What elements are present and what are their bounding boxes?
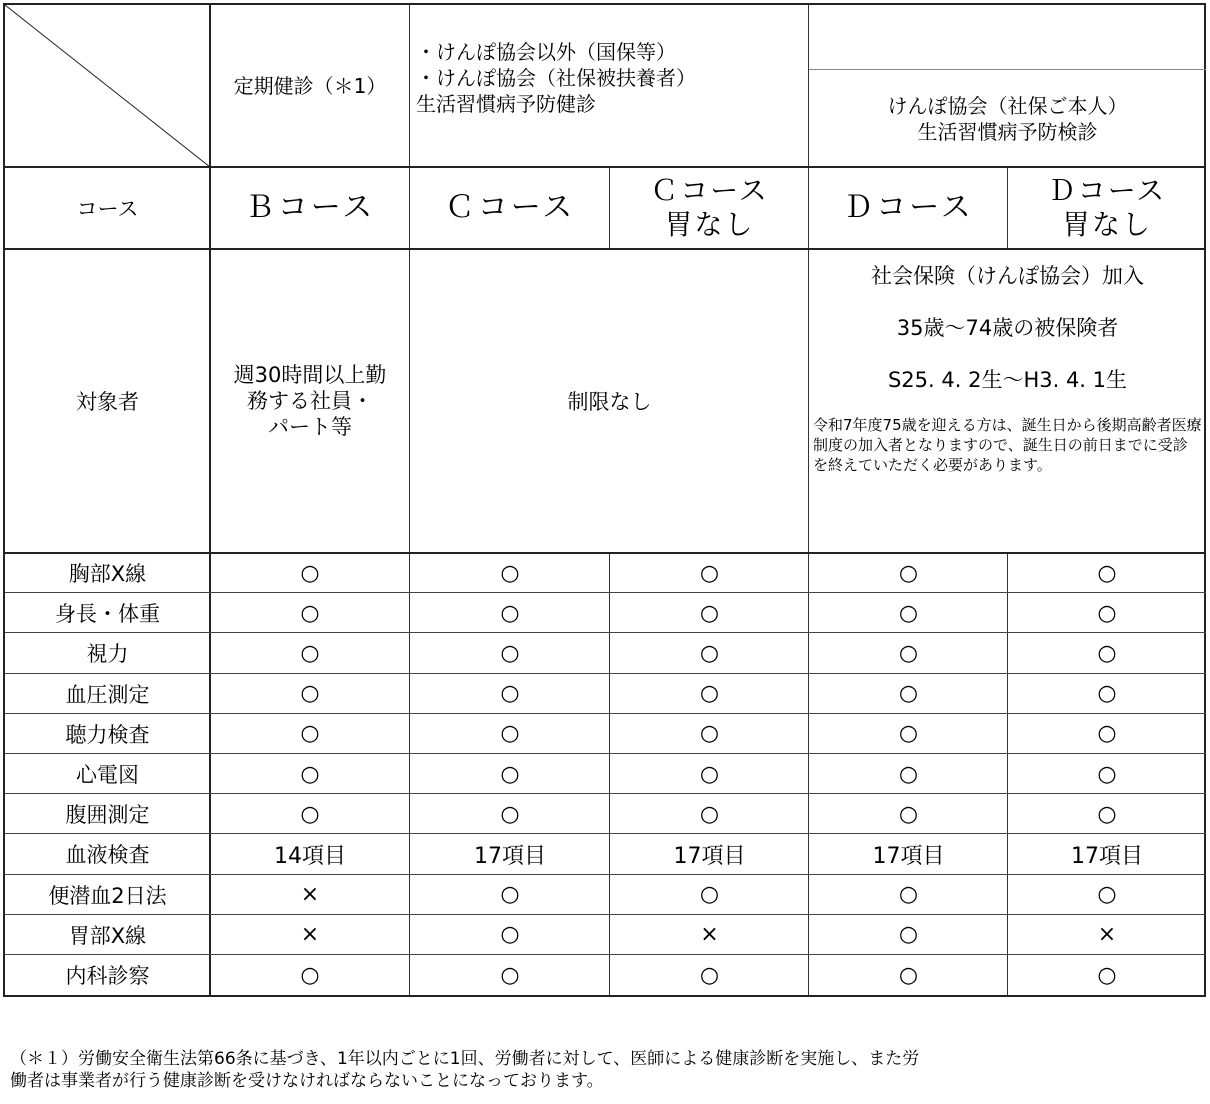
course-label-text: コース: [76, 197, 139, 221]
exam-row-value: ○: [699, 560, 720, 586]
exam-row-value: ○: [1097, 801, 1117, 827]
exam-row-label: 視力: [86, 642, 129, 667]
target-d-line-2: 35歳～74歳の被保険者: [896, 316, 1119, 340]
target-c-text: 制限なし: [567, 390, 652, 414]
exam-row-value: ○: [898, 882, 919, 908]
exam-row-value: ○: [898, 681, 919, 707]
course-c: [410, 167, 610, 249]
divider: [5, 673, 1206, 674]
divider: [5, 552, 1206, 554]
divider: [409, 5, 410, 995]
exam-row-value: ○: [500, 882, 520, 908]
exam-row-value: ○: [1097, 962, 1117, 988]
exam-row-value: ○: [1097, 882, 1117, 908]
divider: [808, 5, 809, 995]
header-d-line-2: 生活習慣病予防検診: [917, 119, 1098, 144]
exam-row-label: 胸部X線: [68, 562, 147, 587]
divider: [5, 753, 1206, 754]
exam-row-value: ○: [300, 962, 320, 988]
divider: [5, 793, 1206, 794]
target-d-note: 令和7年度75歳を迎える方は、誕生日から後期高齢者医療制度の加入者となりますので、誕生日の前日までに受診を終えていただく必要があります。: [813, 416, 1202, 474]
exam-row-value: ○: [500, 801, 520, 827]
exam-row-label: 胃部X線: [68, 923, 147, 948]
course-b: [210, 167, 410, 249]
exam-row-value: ○: [699, 801, 720, 827]
target-d-line-3: S25. 4. 2生～H3. 4. 1生: [887, 368, 1128, 392]
exam-row-value: ○: [699, 600, 720, 626]
exam-row-value: ○: [898, 721, 919, 747]
course-d-no-stomach-sub: 胃なし: [1061, 208, 1152, 241]
exam-row-value: ○: [500, 681, 520, 707]
exam-row-value: ○: [699, 882, 720, 908]
target-row-label: [5, 249, 210, 553]
exam-row-value: ○: [699, 681, 720, 707]
exam-row-label: 血圧測定: [65, 682, 150, 707]
divider: [5, 592, 1206, 593]
divider: [5, 833, 1206, 834]
exam-row-value: ○: [1097, 761, 1117, 787]
exam-row-value: 14項目: [274, 843, 346, 869]
divider: [5, 874, 1206, 875]
exam-row-value: ○: [500, 560, 520, 586]
exam-row-label: 聴力検査: [65, 722, 150, 747]
exam-row-value: ○: [300, 681, 320, 707]
exam-row-value: ○: [500, 962, 520, 988]
course-c-no-stomach: [610, 167, 809, 249]
divider: [809, 69, 1206, 70]
exam-row-value: ○: [898, 600, 919, 626]
divider: [609, 167, 610, 249]
header-periodic-checkup-label: 定期健診（＊1）: [233, 74, 387, 98]
exam-row-value: ○: [300, 600, 320, 626]
header-c-line-1: ・けんぽ協会以外（国保等）: [416, 40, 676, 64]
exam-row-value: ×: [700, 922, 719, 948]
exam-row-value: ○: [898, 962, 919, 988]
exam-row-value: ○: [1097, 721, 1117, 747]
target-b: [210, 249, 410, 553]
header-lifestyle-checkup-c: [410, 5, 809, 167]
course-d-name: Ｄコース: [843, 190, 974, 225]
exam-row-value: ○: [1097, 600, 1117, 626]
exam-row-value: ○: [699, 962, 720, 988]
divider: [5, 166, 1206, 168]
header-d-top-blank: [809, 5, 1206, 70]
course-d-no-stomach-name: Ｄコース: [1047, 174, 1167, 207]
exam-row-value: ×: [300, 882, 320, 908]
header-c-line-3: 生活習慣病予防健診: [416, 92, 596, 116]
target-d: [809, 249, 1206, 553]
header-d-line-1: けんぽ協会（社保ご本人）: [887, 93, 1128, 118]
exam-row-value: ×: [300, 922, 320, 948]
exam-row-value: 17項目: [872, 843, 945, 869]
target-d-line-1: 社会保険（けんぽ協会）加入: [871, 264, 1144, 288]
exam-row-value: ○: [500, 640, 520, 666]
exam-row-value: ×: [1097, 922, 1117, 948]
header-c-line-2: ・けんぽ協会（社保被扶養者）: [416, 66, 696, 90]
footnote-line-2: 働者は事業者が行う健康診断を受けなければならないことになっております。: [10, 1071, 604, 1091]
footnote: [10, 1048, 1200, 1092]
target-b-line-3: パート等: [268, 415, 352, 439]
exam-row-value: 17項目: [474, 843, 546, 869]
divider: [5, 248, 1206, 250]
course-c-name: Ｃコース: [444, 190, 576, 225]
exam-row-value: ○: [898, 922, 919, 948]
exam-row-value: ○: [699, 640, 720, 666]
exam-row-label: 心電図: [76, 763, 139, 788]
target-b-line-1: 週30時間以上勤: [233, 363, 387, 387]
exam-row-value: ○: [300, 761, 320, 787]
exam-row-value: ○: [500, 600, 520, 626]
target-label-text: 対象者: [76, 390, 139, 414]
divider: [1007, 167, 1008, 249]
course-b-name: Ｂコース: [244, 190, 376, 225]
target-b-line-2: 務する社員・: [247, 389, 373, 413]
course-d-no-stomach: [1008, 167, 1206, 249]
exam-row-value: ○: [300, 801, 320, 827]
exam-row-value: ○: [898, 801, 919, 827]
course-d: [809, 167, 1008, 249]
exam-row-value: ○: [300, 640, 320, 666]
exam-row-value: ○: [300, 560, 320, 586]
diagonal-corner-line: [5, 5, 210, 167]
exam-row-value: ○: [898, 761, 919, 787]
course-row-label: [5, 167, 210, 249]
exam-row-value: ○: [699, 721, 720, 747]
exam-row-value: 17項目: [1071, 843, 1143, 869]
course-c-no-stomach-sub: 胃なし: [664, 208, 755, 241]
exam-row-value: ○: [898, 640, 919, 666]
divider: [609, 553, 610, 995]
exam-row-value: ○: [699, 761, 720, 787]
exam-row-value: ○: [898, 560, 919, 586]
exam-row-label: 便潜血2日法: [48, 883, 167, 908]
exam-row-label: 腹囲測定: [65, 803, 150, 828]
target-c: [410, 249, 809, 553]
exam-row-value: ○: [1097, 681, 1117, 707]
divider: [5, 632, 1206, 633]
exam-row-value: ○: [1097, 640, 1117, 666]
header-periodic-checkup: [210, 5, 410, 167]
health-checkup-course-table: [3, 3, 1206, 997]
divider: [209, 5, 211, 995]
exam-row-label: 内科診察: [65, 964, 150, 989]
divider: [5, 914, 1206, 915]
divider: [5, 954, 1206, 955]
divider: [5, 713, 1206, 714]
footnote-line-1: （＊１）労働安全衛生法第66条に基づき、1年以内ごとに1回、労働者に対して、医師による健康診断を実施し、また労: [10, 1049, 920, 1069]
course-c-no-stomach-name: Ｃコース: [650, 174, 769, 207]
exam-row-value: ○: [1097, 560, 1117, 586]
header-lifestyle-checkup-d: [809, 70, 1206, 167]
exam-row-value: ○: [500, 721, 520, 747]
exam-row-value: ○: [500, 761, 520, 787]
exam-row-label: 血液検査: [65, 843, 150, 868]
divider: [1007, 553, 1008, 995]
exam-row-value: ○: [500, 922, 520, 948]
exam-row-label: 身長・体重: [55, 602, 160, 627]
exam-row-value: 17項目: [673, 843, 746, 869]
exam-row-value: ○: [300, 721, 320, 747]
